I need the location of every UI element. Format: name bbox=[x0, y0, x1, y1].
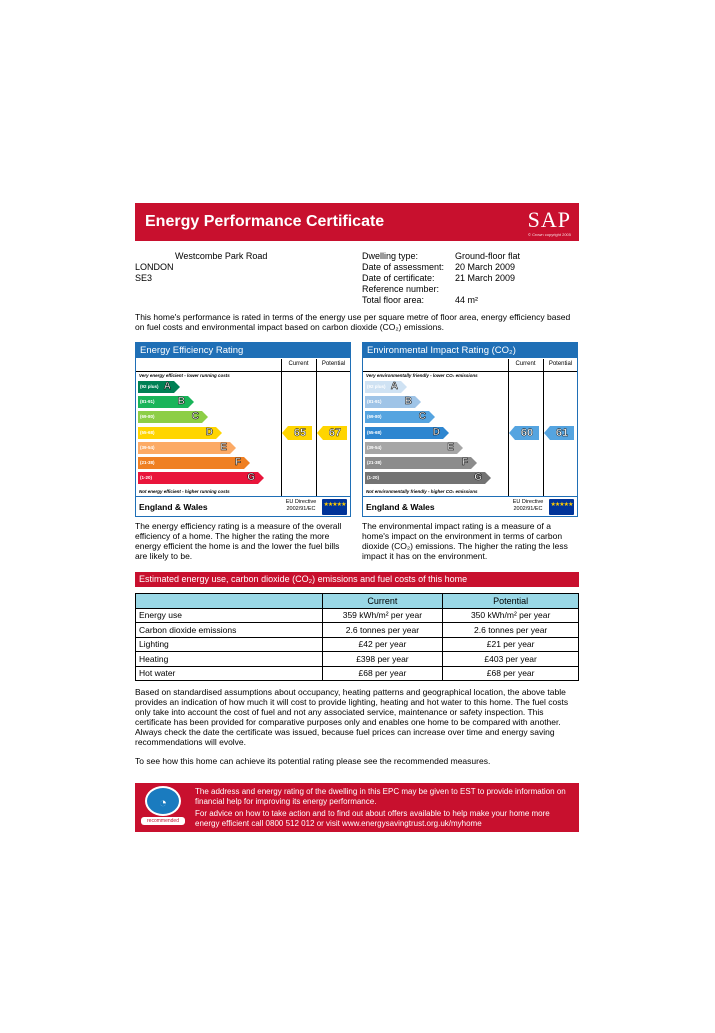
sap-logo-sub: © Crown copyright 2005 bbox=[528, 232, 571, 237]
dwelling-type-value: Ground-floor flat bbox=[455, 251, 521, 261]
rating-band-d bbox=[365, 427, 449, 439]
page-title: Energy Performance Certificate bbox=[145, 213, 385, 230]
costs-section-title: Estimated energy use, carbon dioxide (CO₂) emissions and fuel costs of this home bbox=[135, 572, 579, 587]
rating-band-e bbox=[138, 442, 236, 454]
band-range: (55-68) bbox=[367, 429, 382, 435]
potential-column-header: Potential bbox=[321, 361, 346, 367]
band-letter: B bbox=[177, 396, 185, 408]
rating-band-a bbox=[365, 381, 407, 393]
sap-logo: SAP bbox=[527, 207, 571, 232]
rating-band-a bbox=[138, 381, 180, 393]
floor-area-label: Total floor area: bbox=[362, 295, 425, 305]
note-bottom: Not environmentally friendly - higher CO₂ emissions bbox=[366, 489, 478, 494]
potential-column-header: Potential bbox=[548, 361, 573, 367]
energy-saving-trust-icon: ◔ bbox=[145, 786, 181, 816]
rating-band-b bbox=[138, 396, 194, 408]
region-label: England & Wales bbox=[366, 502, 435, 512]
dwelling-type-label: Dwelling type: bbox=[362, 251, 419, 261]
row-label: Carbon dioxide emissions bbox=[136, 623, 323, 638]
costs-explanation: Based on standardised assumptions about occupancy, heating patterns and geographical location, the above table provides an indication of how much it will cost to provide lighting, heating and hot water to this home. The fuel costs only take into account the cost of fuel and not any associated service, maintenance or safety inspection. This certificate has been provided for comparative purposes only and enables one home to be compared with another. Always check the date the certificate was issued, because fuel prices can increase over time and energy saving recommendations will evolve. bbox=[135, 687, 569, 747]
rating-band-c bbox=[138, 411, 208, 423]
band-letter: D bbox=[432, 426, 440, 438]
note-bottom: Not energy efficient - higher running costs bbox=[139, 489, 230, 494]
row-current: £398 per year bbox=[322, 652, 443, 667]
row-potential: £21 per year bbox=[443, 637, 579, 652]
reference-label: Reference number: bbox=[362, 284, 440, 294]
assessment-date-value: 20 March 2009 bbox=[455, 262, 516, 272]
assessment-date-label: Date of assessment: bbox=[362, 262, 445, 272]
chart-footer bbox=[136, 496, 350, 516]
epc-document bbox=[135, 203, 579, 828]
eu-flag-icon: ★★★★★ bbox=[549, 499, 574, 515]
energy-efficiency-description: The energy efficiency rating is a measure of the overall efficiency of a home. The higher the rating the more energy efficient the home is and the lower the fuel bills are likely to be. bbox=[135, 521, 342, 561]
address-line-2: LONDON bbox=[135, 262, 174, 272]
current-column-header: Current bbox=[288, 361, 309, 367]
environmental-impact-chart bbox=[362, 342, 578, 517]
row-label: Heating bbox=[136, 652, 323, 667]
intro-text: This home's performance is rated in terms of the energy use per square metre of floor area, energy efficiency based on fuel costs and environmental impact based on carbon dioxide (CO₂) emissions. bbox=[135, 312, 571, 332]
certificate-date-value: 21 March 2009 bbox=[455, 273, 516, 283]
rating-band-d bbox=[138, 427, 222, 439]
band-range: (39-54) bbox=[367, 444, 382, 450]
note-top: Very energy efficient - lower running costs bbox=[139, 373, 230, 378]
rating-grid bbox=[363, 359, 577, 497]
chart-footer bbox=[363, 496, 577, 516]
note-top: Very environmentally friendly - lower CO₂ emissions bbox=[366, 373, 478, 378]
rating-band-f bbox=[138, 457, 250, 469]
row-label: Hot water bbox=[136, 666, 323, 681]
est-line-1: The address and energy rating of the dwelling in this EPC may be given to EST to provide information on financial help for improving its energy performance. bbox=[195, 787, 566, 806]
band-range: (39-54) bbox=[140, 444, 155, 450]
certificate-date-label: Date of certificate: bbox=[362, 273, 435, 283]
current-column-header: Current bbox=[515, 361, 536, 367]
band-letter: C bbox=[418, 411, 426, 423]
rating-band-g bbox=[138, 472, 264, 484]
band-letter: E bbox=[447, 441, 454, 453]
band-letter: C bbox=[191, 411, 199, 423]
property-details bbox=[362, 251, 579, 306]
table-row bbox=[136, 637, 579, 652]
environmental-impact-description: The environmental impact rating is a measure of a home's impact on the environment in terms of carbon dioxide (CO₂) emissions. The higher the rating the less impact it has on the environment. bbox=[362, 521, 568, 561]
potential-rating-arrow: 67 bbox=[317, 426, 347, 440]
band-letter: D bbox=[205, 426, 213, 438]
row-potential: 350 kWh/m² per year bbox=[443, 608, 579, 623]
est-text bbox=[195, 787, 575, 828]
energy-saving-trust-box bbox=[135, 783, 579, 832]
eu-flag-icon: ★★★★★ bbox=[322, 499, 347, 515]
region-label: England & Wales bbox=[139, 502, 208, 512]
est-line-2: For advice on how to take action and to find out about offers available to help make your home more energy efficient call 0800 512 012 or visit www.energysavingtrust.org.uk/myhome bbox=[195, 809, 550, 828]
table-header-current: Current bbox=[322, 594, 443, 609]
rating-band-b bbox=[365, 396, 421, 408]
table-row bbox=[136, 623, 579, 638]
row-current: 359 kWh/m² per year bbox=[322, 608, 443, 623]
eu-directive: EU Directive 2002/91/EC bbox=[285, 499, 317, 512]
band-letter: A bbox=[390, 381, 398, 392]
chart-title: Energy Efficiency Rating bbox=[136, 343, 350, 358]
costs-table bbox=[135, 593, 579, 681]
rating-band-e bbox=[365, 442, 463, 454]
eu-directive: EU Directive 2002/91/EC bbox=[512, 499, 544, 512]
floor-area-value: 44 m² bbox=[455, 295, 479, 305]
band-range: (21-38) bbox=[140, 460, 155, 465]
band-letter: F bbox=[461, 457, 468, 468]
header-banner bbox=[135, 203, 579, 241]
energy-efficiency-chart bbox=[135, 342, 351, 517]
table-row bbox=[136, 666, 579, 681]
band-letter: F bbox=[234, 457, 241, 468]
band-range: (69-80) bbox=[140, 414, 155, 420]
band-range: (69-80) bbox=[367, 414, 382, 420]
row-label: Energy use bbox=[136, 608, 323, 623]
rating-band-c bbox=[365, 411, 435, 423]
band-letter: G bbox=[247, 472, 255, 484]
table-row bbox=[136, 608, 579, 623]
row-label: Lighting bbox=[136, 637, 323, 652]
row-current: £42 per year bbox=[322, 637, 443, 652]
address-line-3: SE3 bbox=[135, 273, 153, 283]
band-range: (81-91) bbox=[140, 399, 155, 405]
row-current: £68 per year bbox=[322, 666, 443, 681]
table-header-row bbox=[136, 594, 579, 609]
band-range: (1-20) bbox=[140, 475, 153, 481]
energy-saving-trust-logo bbox=[141, 786, 185, 829]
address-line-1: Westcombe Park Road bbox=[175, 251, 268, 261]
table-header-blank bbox=[136, 594, 323, 609]
current-rating-arrow: 60 bbox=[509, 426, 539, 440]
band-range: (81-91) bbox=[367, 399, 382, 405]
current-rating-arrow: 65 bbox=[282, 426, 312, 440]
property-address bbox=[135, 251, 355, 284]
band-letter: E bbox=[220, 441, 227, 453]
band-range: (92 plus) bbox=[367, 384, 386, 389]
band-letter: B bbox=[404, 396, 412, 408]
row-current: 2.6 tonnes per year bbox=[322, 623, 443, 638]
rating-grid bbox=[136, 359, 350, 497]
table-header-potential: Potential bbox=[443, 594, 579, 609]
chart-title: Environmental Impact Rating (CO₂) bbox=[363, 343, 577, 358]
row-potential: £68 per year bbox=[443, 666, 579, 681]
recommended-label: recommended bbox=[141, 817, 185, 825]
potential-rating-arrow: 61 bbox=[544, 426, 574, 440]
rating-band-g bbox=[365, 472, 491, 484]
band-range: (21-38) bbox=[367, 460, 382, 465]
rating-band-f bbox=[365, 457, 477, 469]
row-potential: 2.6 tonnes per year bbox=[443, 623, 579, 638]
band-letter: A bbox=[163, 381, 171, 392]
row-potential: £403 per year bbox=[443, 652, 579, 667]
table-row bbox=[136, 652, 579, 667]
band-range: (92 plus) bbox=[140, 384, 159, 389]
band-letter: G bbox=[474, 472, 482, 484]
band-range: (1-20) bbox=[367, 475, 380, 481]
recommendation-note: To see how this home can achieve its potential rating please see the recommended measures. bbox=[135, 756, 491, 766]
band-range: (55-68) bbox=[140, 429, 155, 435]
